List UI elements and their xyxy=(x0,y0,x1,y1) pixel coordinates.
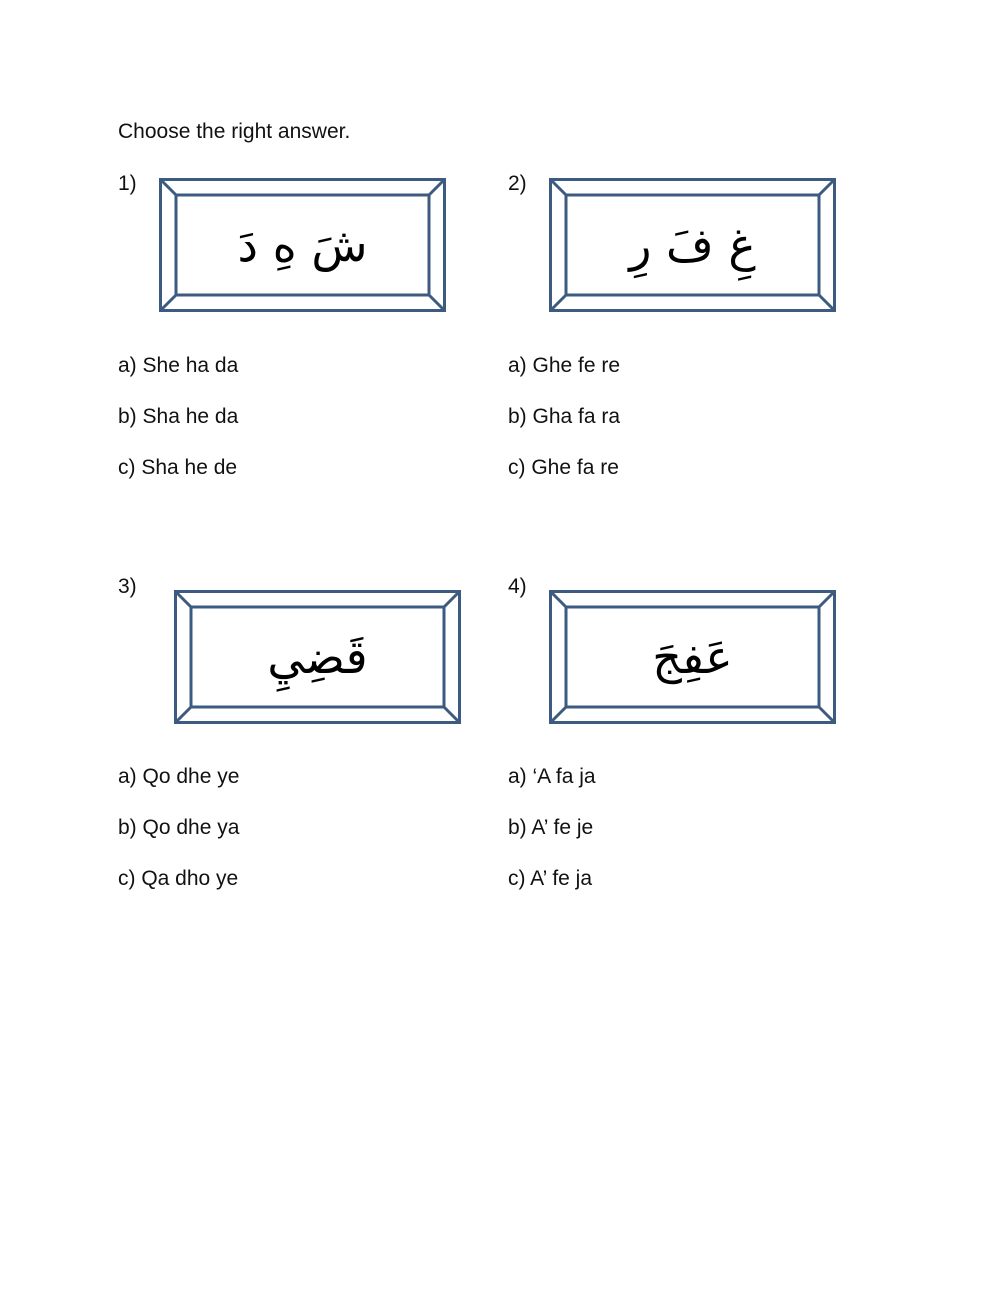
question-2-number: 2) xyxy=(508,172,527,195)
question-1-arabic-word: شَ هِ دَ xyxy=(237,218,368,272)
question-2-word-frame xyxy=(549,178,836,312)
question-3-arabic-word: قَضِيِ xyxy=(267,630,368,684)
question-4-word-frame xyxy=(549,590,836,724)
question-4-number: 4) xyxy=(508,575,527,598)
question-2-option-b[interactable]: b) Gha fa ra xyxy=(508,405,621,428)
question-3-word-frame xyxy=(174,590,461,724)
question-2-arabic-word: غِ فَ رِ xyxy=(629,218,756,272)
question-1-option-a[interactable]: a) She ha da xyxy=(118,354,239,377)
question-3-option-b[interactable]: b) Qo dhe ya xyxy=(118,816,240,839)
question-2-option-c[interactable]: c) Ghe fa re xyxy=(508,456,619,479)
question-2-option-a[interactable]: a) Ghe fe re xyxy=(508,354,621,377)
question-1-option-b[interactable]: b) Sha he da xyxy=(118,405,239,428)
question-1-number: 1) xyxy=(118,172,137,195)
question-3-option-a[interactable]: a) Qo dhe ye xyxy=(118,765,240,788)
question-4-option-c[interactable]: c) A’ fe ja xyxy=(508,867,593,890)
question-4-option-a[interactable]: a) ‘A fa ja xyxy=(508,765,596,788)
question-3-option-c[interactable]: c) Qa dho ye xyxy=(118,867,239,890)
question-1-option-c[interactable]: c) Sha he de xyxy=(118,456,238,479)
question-4-arabic-word: عَفِجَ xyxy=(652,630,733,684)
question-4-option-b[interactable]: b) A’ fe je xyxy=(508,816,594,839)
instruction-text: Choose the right answer. xyxy=(118,120,351,143)
question-1-word-frame xyxy=(159,178,446,312)
question-3-number: 3) xyxy=(118,575,137,598)
